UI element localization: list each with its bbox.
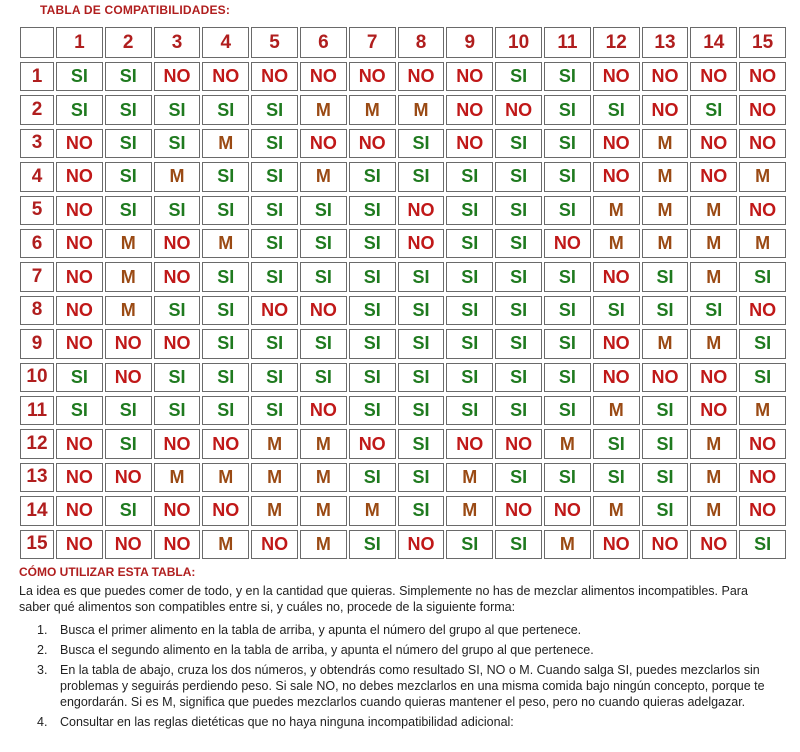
compatibility-cell: SI [446, 530, 493, 559]
compatibility-cell: NO [251, 62, 298, 91]
compatibility-cell: NO [56, 162, 103, 191]
compatibility-cell: M [739, 162, 786, 191]
compatibility-cell: SI [446, 329, 493, 358]
compatibility-cell: M [690, 429, 737, 458]
compatibility-cell: SI [495, 62, 542, 91]
compatibility-cell: NO [251, 296, 298, 325]
compatibility-cell: NO [739, 463, 786, 492]
compatibility-cell: NO [544, 496, 591, 525]
column-header: 15 [739, 27, 786, 58]
compatibility-cell: SI [56, 62, 103, 91]
compatibility-cell: M [593, 496, 640, 525]
compatibility-cell: M [105, 262, 152, 291]
compatibility-cell: NO [251, 530, 298, 559]
compatibility-cell: SI [495, 329, 542, 358]
compatibility-cell: M [202, 229, 249, 258]
compatibility-cell: NO [202, 496, 249, 525]
compatibility-cell: M [446, 463, 493, 492]
compatibility-cell: NO [593, 363, 640, 392]
compatibility-cell: SI [642, 429, 689, 458]
compatibility-cell: SI [739, 530, 786, 559]
compatibility-cell: NO [495, 496, 542, 525]
compatibility-cell: NO [349, 429, 396, 458]
compatibility-cell: SI [544, 196, 591, 225]
compatibility-cell: SI [446, 229, 493, 258]
compatibility-cell: NO [690, 530, 737, 559]
row-header: 3 [20, 129, 54, 158]
compatibility-cell: SI [593, 296, 640, 325]
compatibility-cell: NO [154, 229, 201, 258]
compatibility-cell: NO [593, 129, 640, 158]
step-number: 2. [37, 643, 48, 657]
compatibility-cell: SI [349, 396, 396, 425]
compatibility-cell: SI [544, 463, 591, 492]
compatibility-cell: NO [154, 530, 201, 559]
step-text: En la tabla de abajo, cruza los dos números, y obtendrás como resultado SI, NO o M. Cuando salga SI, puedes mezclarlos sin problemas y seguirás perdiendo peso. Si sale NO, no debes mezclarlos en una misma comida bajo ningún concepto, porque te engordarán. Si es M, significa que puedes mezclarlos cuando quieras mantener el peso, pero no cuando quieras adelgazar. [60, 663, 765, 709]
compatibility-cell: SI [349, 262, 396, 291]
compatibility-cell: NO [642, 363, 689, 392]
compatibility-cell: NO [202, 62, 249, 91]
compatibility-cell: SI [398, 363, 445, 392]
compatibility-cell: SI [544, 129, 591, 158]
compatibility-cell: NO [690, 363, 737, 392]
compatibility-cell: SI [739, 329, 786, 358]
step-number: 1. [37, 623, 48, 637]
compatibility-cell: SI [642, 463, 689, 492]
compatibility-cell: SI [202, 262, 249, 291]
compatibility-cell: SI [251, 329, 298, 358]
compatibility-cell: NO [105, 530, 152, 559]
compatibility-cell: NO [300, 129, 347, 158]
compatibility-cell: SI [593, 95, 640, 124]
compatibility-cell: M [593, 396, 640, 425]
compatibility-cell: SI [446, 196, 493, 225]
compatibility-cell: NO [56, 329, 103, 358]
row-header: 6 [20, 229, 54, 258]
compatibility-cell: SI [446, 396, 493, 425]
compatibility-cell: SI [398, 396, 445, 425]
compatibility-cell: SI [251, 229, 298, 258]
compatibility-cell: NO [739, 129, 786, 158]
compatibility-cell: M [398, 95, 445, 124]
list-item [19, 622, 779, 638]
compatibility-cell: SI [690, 95, 737, 124]
compatibility-cell: NO [642, 530, 689, 559]
compatibility-cell: M [544, 429, 591, 458]
compatibility-cell: M [202, 129, 249, 158]
table-corner [20, 27, 54, 58]
compatibility-cell: M [251, 463, 298, 492]
compatibility-cell: NO [56, 496, 103, 525]
compatibility-cell: SI [495, 262, 542, 291]
compatibility-cell: SI [202, 196, 249, 225]
compatibility-cell: NO [446, 95, 493, 124]
compatibility-cell: SI [398, 463, 445, 492]
compatibility-cell: SI [251, 95, 298, 124]
list-item [19, 714, 779, 730]
compatibility-cell: SI [105, 129, 152, 158]
compatibility-cell: SI [105, 496, 152, 525]
compatibility-cell: SI [495, 162, 542, 191]
compatibility-cell: NO [398, 229, 445, 258]
compatibility-cell: SI [105, 62, 152, 91]
list-item [19, 662, 779, 710]
compatibility-cell: SI [739, 262, 786, 291]
column-header: 1 [56, 27, 103, 58]
compatibility-cell: SI [105, 429, 152, 458]
step-text: Busca el primer alimento en la tabla de arriba, y apunta el número del grupo al que pertenece. [60, 623, 582, 637]
compatibility-cell: NO [495, 429, 542, 458]
compatibility-cell: NO [544, 229, 591, 258]
how-to-heading: CÓMO UTILIZAR ESTA TABLA: [19, 565, 196, 579]
column-header: 11 [544, 27, 591, 58]
compatibility-cell: SI [544, 329, 591, 358]
compatibility-cell: SI [251, 262, 298, 291]
compatibility-cell: SI [642, 296, 689, 325]
compatibility-cell: M [300, 162, 347, 191]
compatibility-cell: M [690, 196, 737, 225]
compatibility-cell: NO [690, 162, 737, 191]
compatibility-cell: SI [544, 363, 591, 392]
compatibility-cell: M [105, 229, 152, 258]
compatibility-cell: SI [300, 196, 347, 225]
row-header: 15 [20, 530, 54, 559]
compatibility-cell: NO [739, 196, 786, 225]
compatibility-cell: SI [398, 296, 445, 325]
column-header: 6 [300, 27, 347, 58]
compatibility-cell: M [642, 196, 689, 225]
compatibility-cell: M [300, 496, 347, 525]
compatibility-cell: NO [593, 329, 640, 358]
compatibility-cell: NO [105, 463, 152, 492]
how-to-steps [19, 622, 779, 734]
compatibility-cell: SI [495, 129, 542, 158]
row-header: 11 [20, 396, 54, 425]
compatibility-cell: NO [56, 262, 103, 291]
column-header: 8 [398, 27, 445, 58]
compatibility-cell: SI [154, 363, 201, 392]
compatibility-cell: SI [202, 162, 249, 191]
compatibility-cell: M [593, 229, 640, 258]
compatibility-cell: SI [202, 363, 249, 392]
compatibility-cell: M [251, 496, 298, 525]
compatibility-cell: NO [593, 62, 640, 91]
compatibility-cell: NO [56, 129, 103, 158]
compatibility-cell: NO [56, 196, 103, 225]
compatibility-cell: M [154, 463, 201, 492]
compatibility-cell: NO [446, 429, 493, 458]
compatibility-cell: NO [739, 296, 786, 325]
column-header: 14 [690, 27, 737, 58]
compatibility-cell: NO [446, 62, 493, 91]
compatibility-cell: SI [398, 162, 445, 191]
compatibility-cell: SI [56, 396, 103, 425]
step-number: 3. [37, 663, 48, 677]
compatibility-cell: M [642, 329, 689, 358]
row-header: 10 [20, 363, 54, 392]
compatibility-cell: SI [202, 296, 249, 325]
compatibility-cell: SI [495, 463, 542, 492]
compatibility-cell: NO [154, 496, 201, 525]
compatibility-cell: M [739, 396, 786, 425]
compatibility-cell: SI [446, 363, 493, 392]
compatibility-cell: SI [154, 196, 201, 225]
compatibility-cell: SI [349, 329, 396, 358]
compatibility-cell: SI [349, 363, 396, 392]
row-header: 13 [20, 463, 54, 492]
compatibility-cell: SI [202, 95, 249, 124]
step-number: 4. [37, 715, 48, 729]
compatibility-cell: NO [642, 62, 689, 91]
row-header: 1 [20, 62, 54, 91]
compatibility-cell: SI [300, 229, 347, 258]
compatibility-cell: NO [349, 129, 396, 158]
compatibility-cell: SI [202, 396, 249, 425]
compatibility-cell: NO [690, 396, 737, 425]
compatibility-cell: M [642, 229, 689, 258]
compatibility-cell: NO [56, 296, 103, 325]
compatibility-cell: SI [251, 363, 298, 392]
compatibility-cell: M [642, 162, 689, 191]
compatibility-cell: SI [544, 262, 591, 291]
compatibility-cell: NO [739, 429, 786, 458]
compatibility-cell: SI [56, 363, 103, 392]
compatibility-cell: SI [446, 296, 493, 325]
compatibility-cell: NO [300, 296, 347, 325]
compatibility-cell: SI [202, 329, 249, 358]
compatibility-cell: SI [642, 262, 689, 291]
compatibility-cell: NO [154, 329, 201, 358]
compatibility-cell: SI [593, 463, 640, 492]
compatibility-cell: SI [495, 196, 542, 225]
compatibility-cell: SI [300, 363, 347, 392]
compatibility-cell: SI [544, 396, 591, 425]
compatibility-cell: M [593, 196, 640, 225]
compatibility-cell: SI [56, 95, 103, 124]
row-header: 14 [20, 496, 54, 525]
compatibility-cell: NO [690, 129, 737, 158]
compatibility-cell: M [690, 262, 737, 291]
column-header: 7 [349, 27, 396, 58]
compatibility-cell: SI [446, 162, 493, 191]
compatibility-cell: NO [739, 496, 786, 525]
compatibility-cell: SI [251, 196, 298, 225]
compatibility-cell: SI [593, 429, 640, 458]
compatibility-cell: NO [690, 62, 737, 91]
compatibility-cell: M [349, 95, 396, 124]
compatibility-cell: SI [544, 95, 591, 124]
compatibility-cell: M [300, 530, 347, 559]
how-to-intro: La idea es que puedes comer de todo, y en la cantidad que quieras. Simplemente no has de mezclar alimentos incompatibles. Para saber qué alimentos son compatibles entre si, y cuáles no, procede de la siguiente forma: [19, 584, 748, 614]
row-header: 9 [20, 329, 54, 358]
compatibility-cell: M [349, 496, 396, 525]
compatibility-cell: NO [105, 363, 152, 392]
compatibility-cell: M [202, 530, 249, 559]
step-text: Busca el segundo alimento en la tabla de arriba, y apunta el número del grupo al que pertenece. [60, 643, 594, 657]
compatibility-cell: SI [105, 396, 152, 425]
compatibility-cell: NO [593, 530, 640, 559]
list-item [19, 642, 779, 658]
compatibility-cell: SI [495, 363, 542, 392]
compatibility-cell: SI [349, 463, 396, 492]
compatibility-cell: NO [593, 262, 640, 291]
compatibility-cell: NO [202, 429, 249, 458]
compatibility-table [19, 25, 787, 561]
compatibility-cell: SI [398, 496, 445, 525]
column-header: 12 [593, 27, 640, 58]
compatibility-cell: SI [300, 329, 347, 358]
compatibility-cell: M [446, 496, 493, 525]
compatibility-cell: SI [251, 396, 298, 425]
compatibility-cell: NO [495, 95, 542, 124]
compatibility-cell: NO [739, 62, 786, 91]
compatibility-cell: NO [446, 129, 493, 158]
compatibility-cell: NO [105, 329, 152, 358]
compatibility-cell: NO [56, 463, 103, 492]
compatibility-cell: SI [349, 162, 396, 191]
compatibility-cell: M [300, 429, 347, 458]
compatibility-cell: SI [642, 496, 689, 525]
compatibility-cell: NO [154, 429, 201, 458]
row-header: 7 [20, 262, 54, 291]
table-title: TABLA DE COMPATIBILIDADES: [40, 3, 231, 17]
compatibility-cell: SI [349, 229, 396, 258]
compatibility-cell: NO [642, 95, 689, 124]
column-header: 2 [105, 27, 152, 58]
compatibility-cell: SI [105, 95, 152, 124]
compatibility-cell: NO [300, 396, 347, 425]
compatibility-cell: SI [544, 62, 591, 91]
compatibility-cell: SI [105, 196, 152, 225]
compatibility-cell: M [642, 129, 689, 158]
compatibility-cell: SI [544, 162, 591, 191]
compatibility-cell: SI [349, 196, 396, 225]
compatibility-cell: SI [398, 262, 445, 291]
compatibility-cell: SI [739, 363, 786, 392]
compatibility-cell: NO [56, 530, 103, 559]
row-header: 2 [20, 95, 54, 124]
column-header: 5 [251, 27, 298, 58]
compatibility-cell: NO [300, 62, 347, 91]
compatibility-cell: SI [251, 162, 298, 191]
compatibility-cell: NO [593, 162, 640, 191]
compatibility-cell: SI [105, 162, 152, 191]
compatibility-cell: SI [446, 262, 493, 291]
compatibility-cell: SI [154, 296, 201, 325]
compatibility-cell: SI [349, 530, 396, 559]
compatibility-cell: NO [398, 196, 445, 225]
compatibility-cell: SI [544, 296, 591, 325]
compatibility-cell: SI [495, 229, 542, 258]
compatibility-cell: M [105, 296, 152, 325]
compatibility-cell: SI [300, 262, 347, 291]
row-header: 5 [20, 196, 54, 225]
compatibility-cell: SI [154, 95, 201, 124]
row-header: 8 [20, 296, 54, 325]
column-header: 3 [154, 27, 201, 58]
compatibility-cell: SI [495, 530, 542, 559]
compatibility-cell: NO [56, 429, 103, 458]
compatibility-cell: M [739, 229, 786, 258]
compatibility-cell: M [690, 229, 737, 258]
compatibility-cell: M [251, 429, 298, 458]
column-header: 9 [446, 27, 493, 58]
compatibility-cell: SI [495, 296, 542, 325]
column-header: 4 [202, 27, 249, 58]
compatibility-cell: NO [398, 530, 445, 559]
compatibility-cell: M [300, 95, 347, 124]
compatibility-cell: M [544, 530, 591, 559]
compatibility-cell: SI [642, 396, 689, 425]
compatibility-cell: NO [154, 62, 201, 91]
row-header: 12 [20, 429, 54, 458]
compatibility-cell: M [690, 329, 737, 358]
compatibility-cell: SI [690, 296, 737, 325]
compatibility-cell: M [690, 496, 737, 525]
column-header: 10 [495, 27, 542, 58]
compatibility-cell: SI [349, 296, 396, 325]
compatibility-cell: NO [154, 262, 201, 291]
compatibility-cell: NO [739, 95, 786, 124]
compatibility-cell: SI [398, 329, 445, 358]
step-text: Consultar en las reglas dietéticas que no haya ninguna incompatibilidad adicional: [60, 715, 514, 729]
compatibility-cell: SI [398, 429, 445, 458]
compatibility-cell: M [202, 463, 249, 492]
compatibility-cell: NO [398, 62, 445, 91]
row-header: 4 [20, 162, 54, 191]
compatibility-cell: SI [154, 129, 201, 158]
column-header: 13 [642, 27, 689, 58]
compatibility-cell: SI [398, 129, 445, 158]
compatibility-cell: SI [495, 396, 542, 425]
compatibility-cell: SI [154, 396, 201, 425]
compatibility-cell: SI [251, 129, 298, 158]
compatibility-cell: M [154, 162, 201, 191]
compatibility-cell: NO [56, 229, 103, 258]
compatibility-cell: M [300, 463, 347, 492]
compatibility-cell: M [690, 463, 737, 492]
compatibility-cell: NO [349, 62, 396, 91]
